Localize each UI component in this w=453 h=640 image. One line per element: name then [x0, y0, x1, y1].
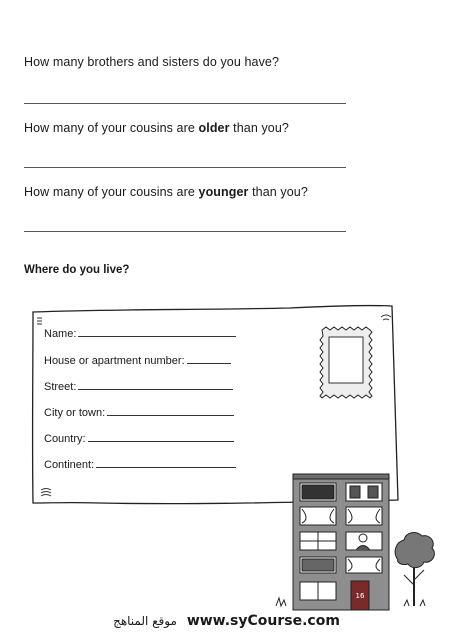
- name-line[interactable]: [78, 336, 236, 337]
- question-older-cousins: How many of your cousins are older than you?: [24, 121, 289, 135]
- continent-line[interactable]: [96, 467, 236, 468]
- house-number-line[interactable]: [187, 363, 231, 364]
- street-field[interactable]: Street:: [44, 381, 233, 393]
- section-heading: Where do you live?: [24, 264, 130, 276]
- name-field[interactable]: Name:: [44, 328, 236, 340]
- footer-arabic: موقع المناهج: [113, 614, 177, 628]
- country-field[interactable]: Country:: [44, 433, 234, 445]
- city-line[interactable]: [107, 415, 234, 416]
- question-siblings: How many brothers and sisters do you have?: [24, 55, 280, 69]
- question-younger-cousins: How many of your cousins are younger than you?: [24, 185, 308, 199]
- tree-icon: [395, 533, 434, 606]
- house-number-field[interactable]: House or apartment number:: [44, 355, 231, 367]
- continent-field[interactable]: Continent:: [44, 459, 236, 471]
- country-line[interactable]: [88, 441, 234, 442]
- footer-watermark: [0, 612, 453, 629]
- apartment-building-icon: [293, 474, 389, 610]
- door-number: 16: [355, 592, 365, 600]
- street-line[interactable]: [78, 389, 233, 390]
- city-field[interactable]: City or town:: [44, 407, 234, 419]
- grass-icon: [276, 598, 286, 606]
- footer-site[interactable]: www.syCourse.com: [186, 613, 340, 629]
- stamp-icon: [320, 327, 372, 398]
